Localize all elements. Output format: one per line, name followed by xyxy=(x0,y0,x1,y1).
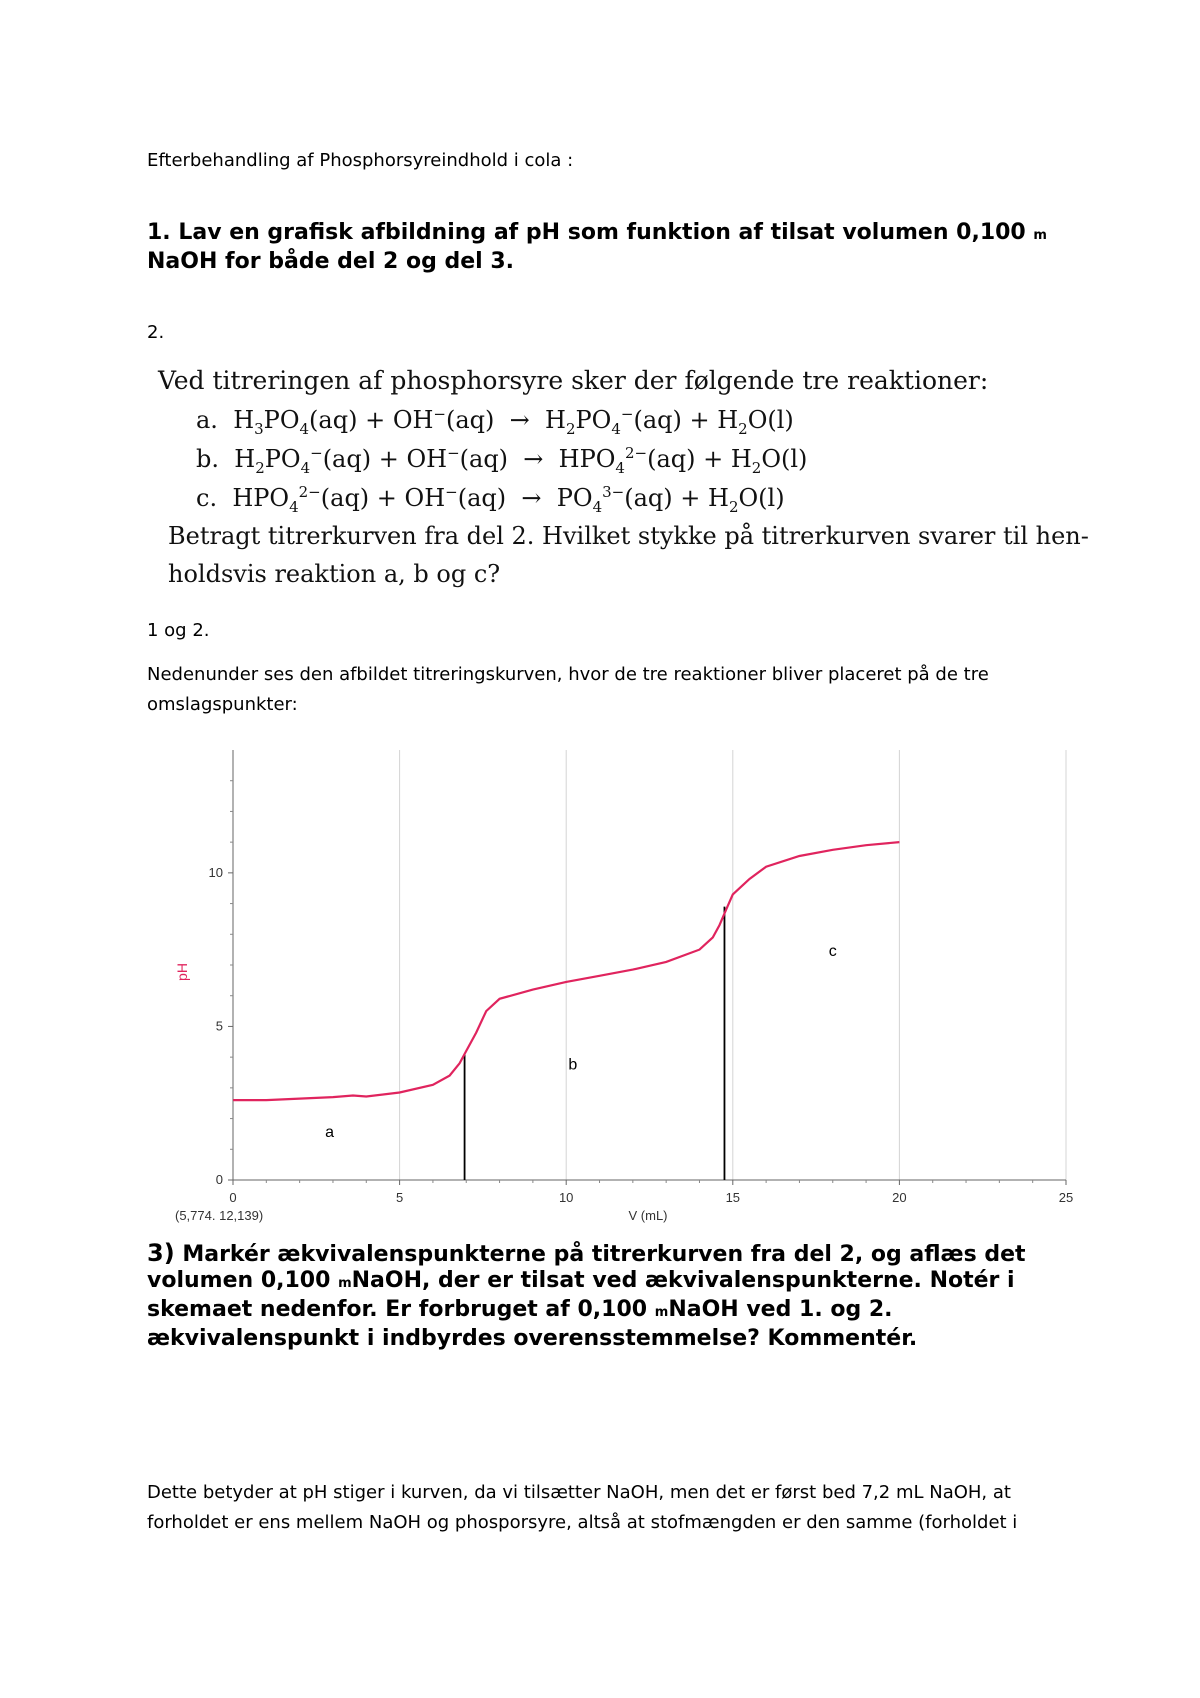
chart-grid xyxy=(400,750,1066,1180)
question-3-line2: volumen 0,100 mNaOH, der er tilsat ved ækvivalenspunkterne. Notér i xyxy=(147,1268,1015,1293)
chart-annotations xyxy=(325,943,837,1141)
y-axis-label: pH xyxy=(174,963,190,981)
y-tick-label: 5 xyxy=(215,1018,223,1034)
question-3-line1: 3) Markér ækvivalenspunkterne på titrerkurven fra del 2, og aflæs det xyxy=(147,1239,1026,1267)
x-tick-label: 5 xyxy=(395,1190,404,1205)
equivalence-markers xyxy=(465,907,725,1180)
x-tick-label: 10 xyxy=(558,1190,574,1205)
conclusion-paragraph xyxy=(147,1478,1157,1538)
y-tick-label: 10 xyxy=(208,864,223,880)
conclusion-line1: Dette betyder at pH stiger i kurven, da vi tilsætter NaOH, men det er først bed 7,2 mL NaOH, at xyxy=(147,1482,1011,1503)
molar-unit: m xyxy=(1033,228,1047,243)
molar-unit: m xyxy=(654,1305,669,1320)
question-2-number: 2. xyxy=(147,322,165,343)
reaction-c: c. $HPO_4^{2-}(aq) + OH^-(aq) \to PO_4^{3-}(aq) + H_2O(l)$ xyxy=(196,483,785,516)
y-tick-label: 0 xyxy=(215,1172,223,1187)
reaction-b: b. $H_2PO_4^-(aq) + OH^-(aq) \to HPO_4^{2-}(aq) + H_2O(l)$ xyxy=(196,444,808,477)
chart-ticks xyxy=(209,781,1074,1205)
question-3-number: 3) xyxy=(147,1239,175,1267)
question-1-line1: 1. Lav en grafisk afbildning af pH som funktion af tilsat volumen 0,100 xyxy=(147,220,1034,245)
question-3-line4: ækvivalenspunkt i indbyrdes overensstemmelse? Kommentér. xyxy=(147,1326,918,1351)
x-tick-label: 0 xyxy=(229,1190,237,1205)
reactions-question-line2: holdsvis reaktion a, b og c? xyxy=(168,560,501,588)
answer-line1: Nedenunder ses den afbildet titreringskurven, hvor de tre reaktioner bliver placeret på de tre xyxy=(147,664,989,685)
region-label-c: c xyxy=(828,942,837,960)
answer-label: 1 og 2. xyxy=(147,620,210,641)
x-tick-label: 25 xyxy=(1058,1190,1074,1205)
reactions-intro: Ved titreringen af phosphorsyre sker der følgende tre reaktioner: xyxy=(158,366,989,395)
x-tick-label: 20 xyxy=(892,1190,907,1205)
question-3 xyxy=(147,1240,1026,1352)
document-title: Efterbehandling af Phosphorsyreindhold i cola : xyxy=(147,150,574,171)
x-axis-label: V (mL) xyxy=(628,1208,668,1223)
question-3-line3: skemaet nedenfor. Er forbruget af 0,100 mNaOH ved 1. og 2. xyxy=(147,1297,893,1322)
conclusion-line2: forholdet er ens mellem NaOH og phosporsyre, altså at stofmængden er den samme (forholdet i xyxy=(147,1512,1018,1533)
molar-unit: m xyxy=(338,1276,352,1291)
answer-line2: omslagspunkter: xyxy=(147,694,298,715)
reaction-a: a. $H_3PO_4(aq) + OH^-(aq) \to H_2PO_4^-(aq) + H_2O(l)$ xyxy=(196,405,794,438)
question-1-line2: NaOH for både del 2 og del 3. xyxy=(147,249,515,274)
x-tick-label: 15 xyxy=(725,1190,741,1205)
coordinate-readout: (5,774. 12,139) xyxy=(175,1208,264,1223)
region-label-a: a xyxy=(325,1124,335,1141)
reactions-question-line1: Betragt titrerkurven fra del 2. Hvilket stykke på titrerkurven svarer til hen- xyxy=(168,522,1089,550)
region-label-b: b xyxy=(568,1056,578,1074)
